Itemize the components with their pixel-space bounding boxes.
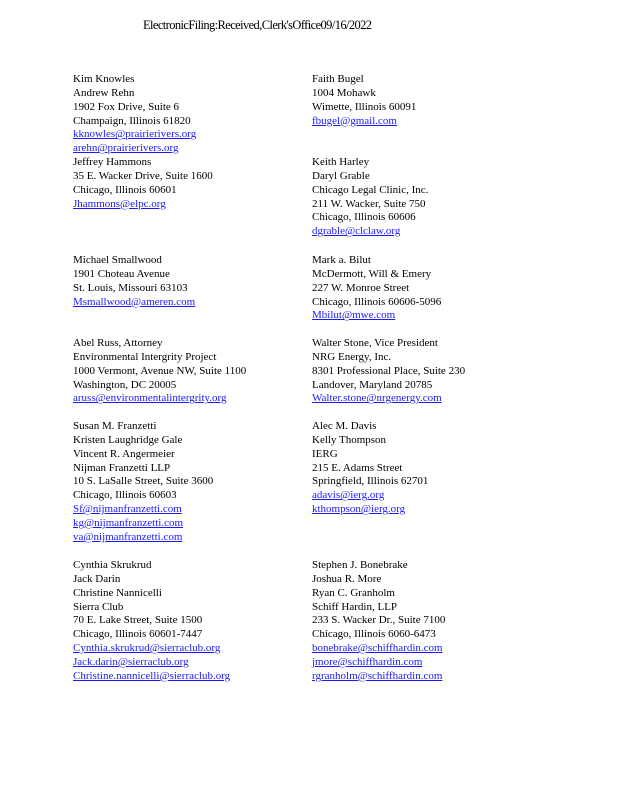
contact-line: McDermott, Will & Emery — [312, 267, 432, 280]
contact-line: Chicago, Illinois 60601 — [73, 183, 177, 196]
contact-line: Springfield, Illinois 62701 — [312, 475, 429, 488]
email-link[interactable]: kg@nijmanfranzetti.com — [73, 516, 184, 529]
contact-line: Chicago, Illinois 60606 — [312, 211, 416, 224]
contact-line: Keith Harley — [312, 156, 370, 168]
contact-line: 1902 Fox Drive, Suite 6 — [73, 100, 180, 113]
email-link[interactable]: Cynthia.skrukrud@sierraclub.org — [73, 642, 221, 655]
contact-line: Sierra Club — [73, 600, 124, 613]
contact-line: Schiff Hardin, LLP — [312, 600, 398, 613]
contact-line: Cynthia Skrukrud — [73, 559, 152, 571]
contact-line: Jack Darin — [73, 572, 121, 585]
email-link[interactable]: Sf@nijmanfranzetti.com — [73, 503, 182, 516]
contact-line: Environmental Intergrity Project — [73, 350, 217, 363]
contact-line: Kim Knowles — [73, 73, 135, 85]
contact-line: Joshua R. More — [312, 572, 382, 585]
contact-line: Washington, DC 20005 — [73, 378, 177, 391]
contact-block-russ — [73, 337, 246, 406]
contact-block-skrukrud — [73, 559, 230, 684]
contact-line: Chicago Legal Clinic, Inc. — [312, 183, 429, 196]
email-link[interactable]: va@nijmanfranzetti.com — [73, 530, 183, 543]
contact-line: IERG — [312, 447, 338, 460]
contact-line: Vincent R. Angermeier — [73, 447, 175, 460]
contact-line: 211 W. Wacker, Suite 750 — [312, 197, 426, 210]
contact-line: Andrew Rehn — [73, 86, 135, 99]
contact-line: Ryan C. Granholm — [312, 586, 395, 599]
contact-line: Susan M. Franzetti — [73, 420, 157, 432]
contact-line: Abel Russ, Attorney — [73, 337, 163, 349]
contact-line: Chicago, Illinois 6060-6473 — [312, 628, 436, 641]
contact-block-franzetti — [73, 420, 213, 545]
email-link[interactable]: arehn@prairierivers.org — [73, 142, 179, 155]
email-link[interactable]: kthompson@ierg.org — [312, 503, 406, 516]
email-link[interactable]: Christine.nannicelli@sierraclub.org — [73, 669, 231, 682]
email-link[interactable]: fbugel@gmail.com — [312, 114, 397, 127]
contact-line: Faith Bugel — [312, 73, 364, 85]
contact-line: St. Louis, Missouri 63103 — [73, 281, 188, 294]
email-link[interactable]: rgranholm@schiffhardin.com — [312, 669, 443, 682]
contact-line: 70 E. Lake Street, Suite 1500 — [73, 614, 203, 627]
contact-line: Walter Stone, Vice President — [312, 337, 438, 349]
email-link[interactable]: Jhammons@elpc.org — [73, 197, 166, 210]
efiling-stamp-header: ElectronicFiling:Received,Clerk'sOffice09/16/2022 — [143, 18, 372, 32]
contact-line: 227 W. Monroe Street — [312, 281, 410, 294]
email-link[interactable]: dgrable@clclaw.org — [312, 225, 401, 238]
contact-block-hammons — [73, 156, 213, 211]
contact-line: Daryl Grable — [312, 169, 370, 182]
contact-block-harley — [312, 156, 428, 239]
email-link[interactable]: adavis@ierg.org — [312, 489, 385, 502]
contact-line: Chicago, Illinois 60606-5096 — [312, 295, 442, 308]
contact-line: Mark a. Bilut — [312, 254, 371, 266]
email-link[interactable]: bonebrake@schiffhardin.com — [312, 642, 443, 655]
email-link[interactable]: Walter.stone@nrgenergy.com — [312, 392, 442, 405]
contact-line: Christine Nannicelli — [73, 586, 162, 599]
contact-block-davis — [312, 420, 428, 517]
email-link[interactable]: Mbilut@mwe.com — [312, 309, 396, 322]
contact-line: 10 S. LaSalle Street, Suite 3600 — [73, 475, 214, 488]
contact-line: 1901 Choteau Avenue — [73, 267, 170, 280]
contact-line: Chicago, Illinois 60601-7447 — [73, 628, 203, 641]
email-link[interactable]: kknowles@prairierivers.org — [73, 128, 197, 141]
contact-line: Kelly Thompson — [312, 433, 387, 446]
contact-line: Stephen J. Bonebrake — [312, 559, 408, 571]
contact-line: Jeffrey Hammons — [73, 156, 152, 168]
contact-line: NRG Energy, Inc. — [312, 350, 392, 363]
contact-line: Michael Smallwood — [73, 254, 162, 266]
contact-line: Alec M. Davis — [312, 420, 377, 432]
contact-line: Landover, Maryland 20785 — [312, 378, 433, 391]
email-link[interactable]: jmore@schiffhardin.com — [312, 655, 423, 668]
contact-line: Chicago, Illinois 60603 — [73, 489, 177, 502]
contact-block-bilut — [312, 254, 441, 323]
contact-line: 233 S. Wacker Dr., Suite 7100 — [312, 614, 446, 627]
contact-block-smallwood — [73, 254, 195, 309]
contact-line: Nijman Franzetti LLP — [73, 461, 171, 474]
contact-line: 1004 Mohawk — [312, 86, 376, 99]
contact-line: Champaign, Illinois 61820 — [73, 114, 191, 127]
contact-line: 35 E. Wacker Drive, Suite 1600 — [73, 169, 213, 182]
email-link[interactable]: Jack.darin@sierraclub.org — [73, 655, 189, 668]
contact-line: Wimette, Illinois 60091 — [312, 100, 417, 113]
contact-block-stone — [312, 337, 465, 406]
contact-line: 1000 Vermont, Avenue NW, Suite 1100 — [73, 364, 247, 377]
email-link[interactable]: aruss@environmentalintergrity.org — [73, 392, 227, 405]
contact-line: Kristen Laughridge Gale — [73, 433, 183, 446]
contact-line: 215 E. Adams Street — [312, 461, 403, 474]
contact-block-knowles — [73, 73, 196, 156]
contact-block-bonebrake — [312, 559, 445, 684]
contact-block-bugel — [312, 73, 416, 128]
email-link[interactable]: Msmallwood@ameren.com — [73, 295, 196, 308]
contact-line: 8301 Professional Place, Suite 230 — [312, 364, 466, 377]
